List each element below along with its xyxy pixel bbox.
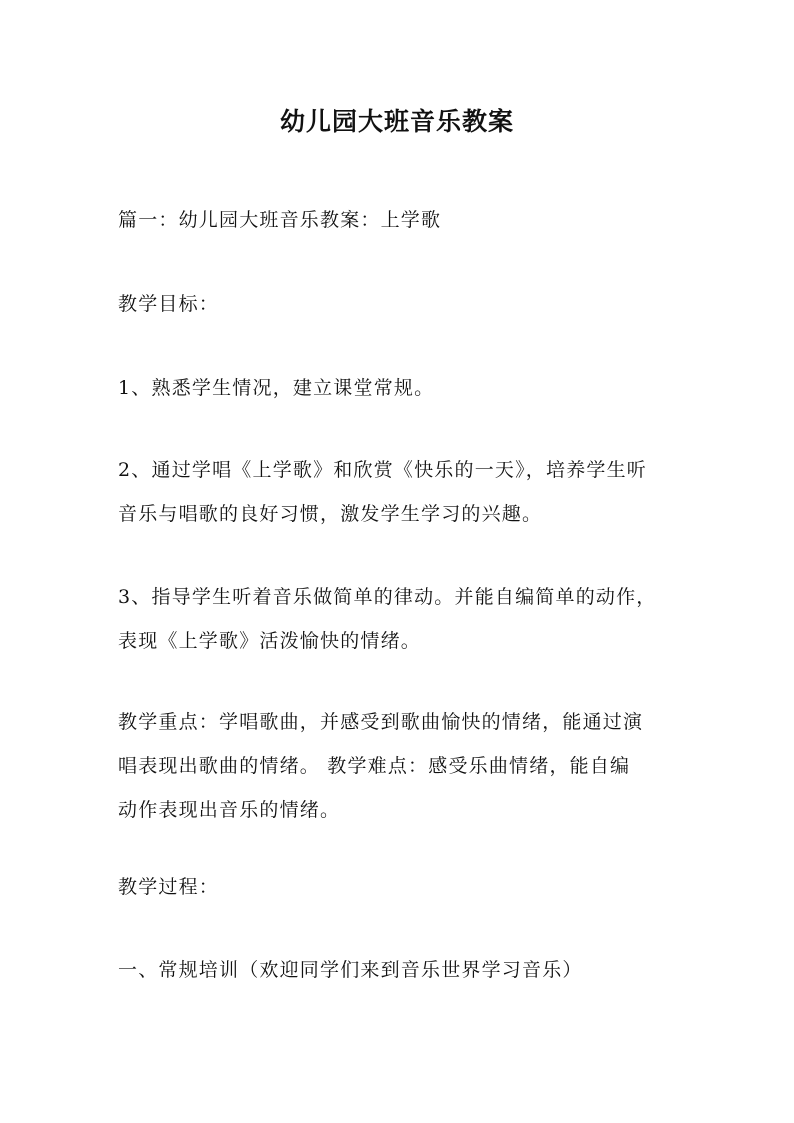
- paragraph-line: 表现《上学歌》活泼愉快的情绪。: [118, 630, 422, 652]
- paragraph-line: 教学过程：: [118, 876, 220, 898]
- paragraph: [118, 448, 693, 536]
- paragraph: [118, 575, 693, 663]
- paragraph-line: 3、指导学生听着音乐做简单的律动。并能自编简单的动作，: [118, 586, 657, 608]
- paragraph: [118, 282, 693, 326]
- paragraph-line: 教学重点：学唱歌曲，并感受到歌曲愉快的情绪，能通过演: [118, 711, 644, 733]
- paragraph-line: 篇一：幼儿园大班音乐教案：上学歌: [118, 209, 442, 231]
- section-heading: [118, 198, 693, 242]
- paragraph: [118, 865, 693, 909]
- document-title: 幼儿园大班音乐教案: [279, 107, 514, 136]
- paragraph-line: 教学目标：: [118, 293, 220, 315]
- paragraph-line: 唱表现出歌曲的情绪。 教学难点：感受乐曲情绪，能自编: [118, 755, 631, 777]
- paragraph-line: 动作表现出音乐的情绪。: [118, 799, 341, 821]
- paragraph-line: 2、通过学唱《上学歌》和欣赏《快乐的一天》，培养学生听: [118, 459, 647, 481]
- paragraph-line: 音乐与唱歌的良好习惯，激发学生学习的兴趣。: [118, 503, 543, 525]
- paragraph-line: 一、常规培训（欢迎同学们来到音乐世界学习音乐）: [118, 959, 583, 981]
- paragraph-line: 1、熟悉学生情况，建立课堂常规。: [118, 377, 435, 399]
- paragraph: [118, 366, 693, 410]
- paragraph: [118, 700, 693, 832]
- paragraph: [118, 948, 693, 992]
